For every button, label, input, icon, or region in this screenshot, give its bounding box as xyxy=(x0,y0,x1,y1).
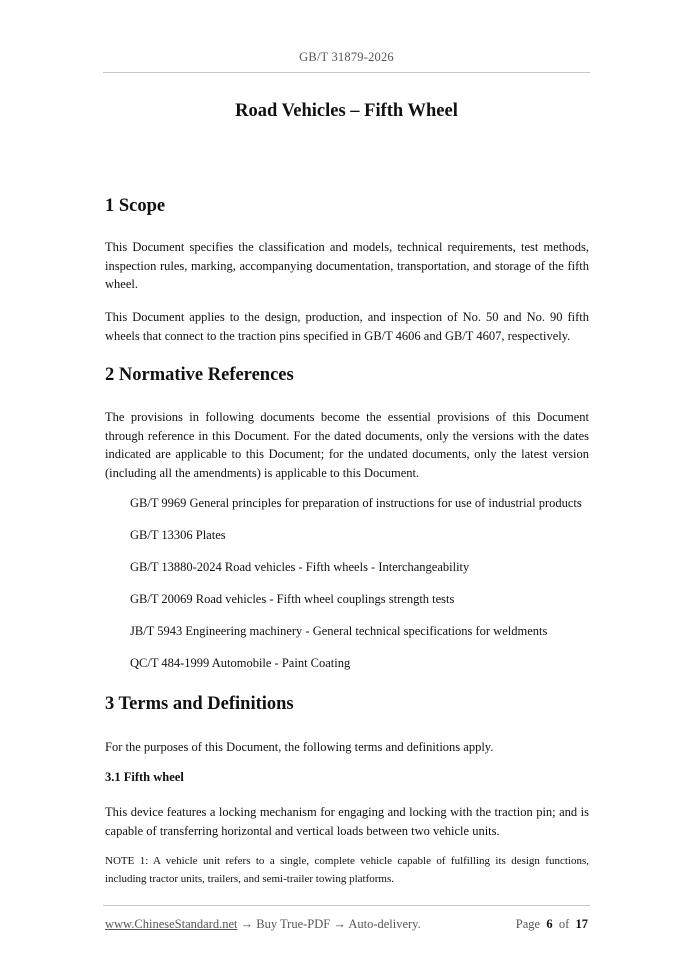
current-page: 6 xyxy=(546,917,553,931)
reference-item: GB/T 13880-2024 Road vehicles - Fifth wheels - Interchangeability xyxy=(130,560,470,574)
buy-pdf-text: Buy True-PDF xyxy=(256,917,331,931)
page-label: Page xyxy=(515,917,541,931)
reference-item: QC/T 484-1999 Automobile - Paint Coating xyxy=(130,656,351,670)
website-link[interactable]: www.ChineseStandard.net xyxy=(105,917,238,931)
page-header: GB/T 31879-2026 xyxy=(299,50,394,64)
scope-paragraph-1: This Document specifies the classification and models, technical requirements, test methods, inspection rules, marking, accompanying documentation, transportation, and storage of the fifth wheel. xyxy=(105,240,589,291)
section-heading-scope: 1 Scope xyxy=(105,196,166,216)
reference-item: GB/T 9969 General principles for preparation of instructions for use of industrial products xyxy=(130,496,582,510)
page-number xyxy=(516,917,588,932)
term-definition: This device features a locking mechanism for engaging and locking with the traction pin; and is capable of transferring horizontal and vertical loads between two vehicle units. xyxy=(105,805,589,838)
section-heading-terms-definitions: 3 Terms and Definitions xyxy=(105,694,294,714)
scope-paragraph-2: This Document applies to the design, production, and inspection of No. 50 and No. 90 fifth wheels that connect to the traction pins specified in GB/T 4606 and GB/T 4607, respectively. xyxy=(105,310,589,343)
page-of-label: of xyxy=(558,917,570,931)
auto-delivery-text: Auto-delivery. xyxy=(348,917,421,931)
footer-links xyxy=(105,917,421,932)
section-heading-normative-references: 2 Normative References xyxy=(105,365,294,385)
arrow-right-icon: → xyxy=(333,917,346,931)
normative-paragraph: The provisions in following documents become the essential provisions of this Document through reference in this Document. For the dated documents, only the versions with the dates indicated are applicable to this Document; for the undated documents, only the latest version (including all the amendments) is applicable to this Document. xyxy=(105,410,589,480)
term-title: 3.1 Fifth wheel xyxy=(105,770,184,784)
total-pages: 17 xyxy=(575,917,588,931)
reference-item: GB/T 20069 Road vehicles - Fifth wheel couplings strength tests xyxy=(130,592,455,606)
arrow-right-icon: → xyxy=(240,917,254,931)
document-title: Road Vehicles – Fifth Wheel xyxy=(235,101,458,121)
header-divider xyxy=(103,72,590,73)
reference-item: GB/T 13306 Plates xyxy=(130,528,226,542)
footer-divider xyxy=(103,905,590,906)
reference-item: JB/T 5943 Engineering machinery - General technical specifications for weldments xyxy=(130,624,548,638)
term-note: NOTE 1: A vehicle unit refers to a single, complete vehicle capable of fulfilling its design functions, including tractor units, trailers, and semi-trailer towing platforms. xyxy=(105,855,589,885)
terms-intro-paragraph: For the purposes of this Document, the following terms and definitions apply. xyxy=(105,740,494,754)
